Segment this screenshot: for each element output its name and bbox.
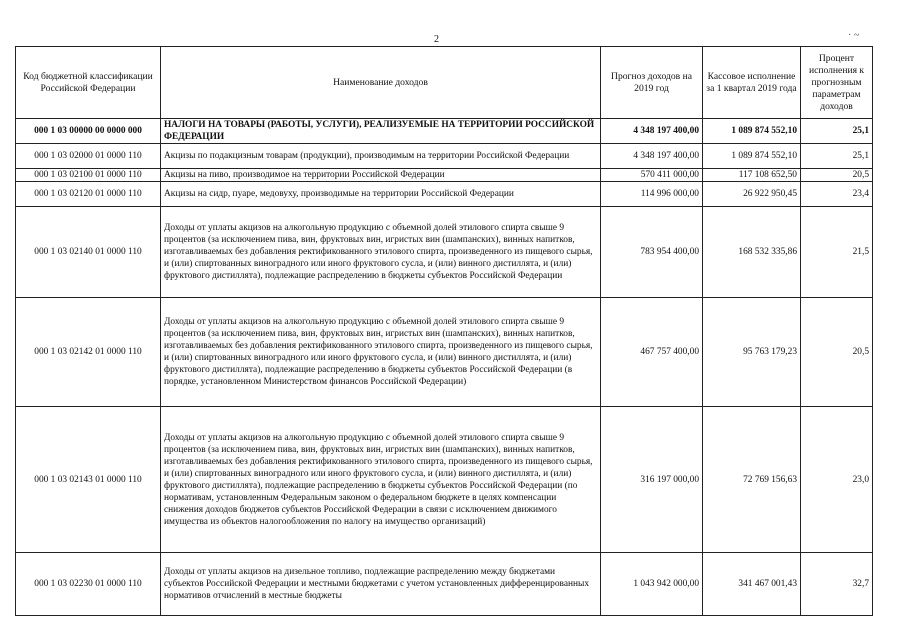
- row-percent: 32,7: [801, 553, 873, 616]
- row-forecast: 4 348 197 400,00: [601, 144, 703, 169]
- row-forecast: 570 411 000,00: [601, 169, 703, 182]
- table-row: [16, 298, 873, 407]
- row-code: 000 1 03 02000 01 0000 110: [16, 144, 161, 169]
- row-code: 000 1 03 02230 01 0000 110: [16, 553, 161, 616]
- row-code: 000 1 03 02142 01 0000 110: [16, 298, 161, 407]
- row-name: НАЛОГИ НА ТОВАРЫ (РАБОТЫ, УСЛУГИ), РЕАЛИЗУЕМЫЕ НА ТЕРРИТОРИИ РОССИЙСКОЙ ФЕДЕРАЦИИ: [161, 119, 601, 144]
- row-name: Акцизы на пиво, производимое на территории Российской Федерации: [161, 169, 601, 182]
- row-name: Доходы от уплаты акцизов на алкогольную продукцию с объемной долей этилового спирта свыше 9 процентов (за исключением пива, вин, фруктовых вин, игристых вин (шампанских), винных напитков, изготавливаемых без добавления ректификованного этилового спирта, произведенного из пищевого сырья, и (или) спиртованных виноградного или иного фруктового сусла, и (или) винного дистиллята, и (или) фруктового дистиллята), подлежащие распределению в бюджеты субъектов Российской Федерации: [161, 207, 601, 298]
- row-name: Акцизы на сидр, пуаре, медовуху, производимые на территории Российской Федерации: [161, 182, 601, 207]
- row-code: 000 1 03 02140 01 0000 110: [16, 207, 161, 298]
- row-name: Акцизы по подакцизным товарам (продукции), производимым на территории Российской Федерации: [161, 144, 601, 169]
- row-code: 000 1 03 02120 01 0000 110: [16, 182, 161, 207]
- table-row: [16, 407, 873, 553]
- table-row: [16, 144, 873, 169]
- header-forecast: Прогноз доходов на 2019 год: [601, 47, 703, 119]
- row-forecast: 316 197 000,00: [601, 407, 703, 553]
- table-row: [16, 119, 873, 144]
- row-execution: 341 467 001,43: [703, 553, 801, 616]
- table-row: [16, 182, 873, 207]
- row-code: 000 1 03 00000 00 0000 000: [16, 119, 161, 144]
- row-forecast: 114 996 000,00: [601, 182, 703, 207]
- row-code: 000 1 03 02143 01 0000 110: [16, 407, 161, 553]
- row-execution: 95 763 179,23: [703, 298, 801, 407]
- header-name: Наименование доходов: [161, 47, 601, 119]
- row-percent: 25,1: [801, 119, 873, 144]
- table-row: [16, 169, 873, 182]
- row-forecast: 4 348 197 400,00: [601, 119, 703, 144]
- row-execution: 26 922 950,45: [703, 182, 801, 207]
- row-percent: 23,0: [801, 407, 873, 553]
- row-forecast: 783 954 400,00: [601, 207, 703, 298]
- row-code: 000 1 03 02100 01 0000 110: [16, 169, 161, 182]
- row-percent: 20,5: [801, 169, 873, 182]
- table-row: [16, 553, 873, 616]
- row-percent: 25,1: [801, 144, 873, 169]
- row-forecast: 1 043 942 000,00: [601, 553, 703, 616]
- row-percent: 21,5: [801, 207, 873, 298]
- row-name: Доходы от уплаты акцизов на алкогольную продукцию с объемной долей этилового спирта свыше 9 процентов (за исключением пива, вин, фруктовых вин, игристых вин (шампанских), винных напитков, изготавливаемых без добавления ректификованного этилового спирта, произведенного из пищевого сырья, и (или) спиртованных виноградного или иного фруктового сусла, и (или) винного дистиллята, и (или) фруктового дистиллята), подлежащие распределению в бюджеты субъектов Российской Федерации (по нормативам, установленным Федеральным законом о федеральном бюджете в целях компенсации снижения доходов бюджетов субъектов Российской Федерации в связи с исключением движимого имущества из объектов налогообложения по налогу на имущество организаций): [161, 407, 601, 553]
- row-execution: 1 089 874 552,10: [703, 119, 801, 144]
- corner-mark: · ~: [848, 30, 860, 41]
- row-execution: 117 108 652,50: [703, 169, 801, 182]
- row-percent: 20,5: [801, 298, 873, 407]
- table-header-row: [16, 47, 873, 119]
- page-number: 2: [434, 34, 439, 45]
- row-execution: 168 532 335,86: [703, 207, 801, 298]
- row-percent: 23,4: [801, 182, 873, 207]
- row-name: Доходы от уплаты акцизов на алкогольную продукцию с объемной долей этилового спирта свыше 9 процентов (за исключением пива, вин, фруктовых вин, игристых вин (шампанских), винных напитков, изготавливаемых без добавления ректификованного этилового спирта, произведенного из пищевого сырья, и (или) спиртованных виноградного или иного фруктового сусла, и (или) винного дистиллята, и (или) фруктового дистиллята), подлежащие распределению в бюджеты субъектов Российской Федерации (в порядке, установленном Министерством финансов Российской Федерации): [161, 298, 601, 407]
- row-forecast: 467 757 400,00: [601, 298, 703, 407]
- row-name: Доходы от уплаты акцизов на дизельное топливо, подлежащие распределению между бюджетами субъектов Российской Федерации и местными бюджетами с учетом установленных дифференцированных нормативов отчислений в местные бюджеты: [161, 553, 601, 616]
- row-execution: 72 769 156,63: [703, 407, 801, 553]
- header-execution: Кассовое исполнение за 1 квартал 2019 года: [703, 47, 801, 119]
- row-execution: 1 089 874 552,10: [703, 144, 801, 169]
- budget-table: [15, 46, 873, 616]
- header-code: Код бюджетной классификации Российской Федерации: [16, 47, 161, 119]
- header-percent: Процент исполнения к прогнозным параметрам доходов: [801, 47, 873, 119]
- table-row: [16, 207, 873, 298]
